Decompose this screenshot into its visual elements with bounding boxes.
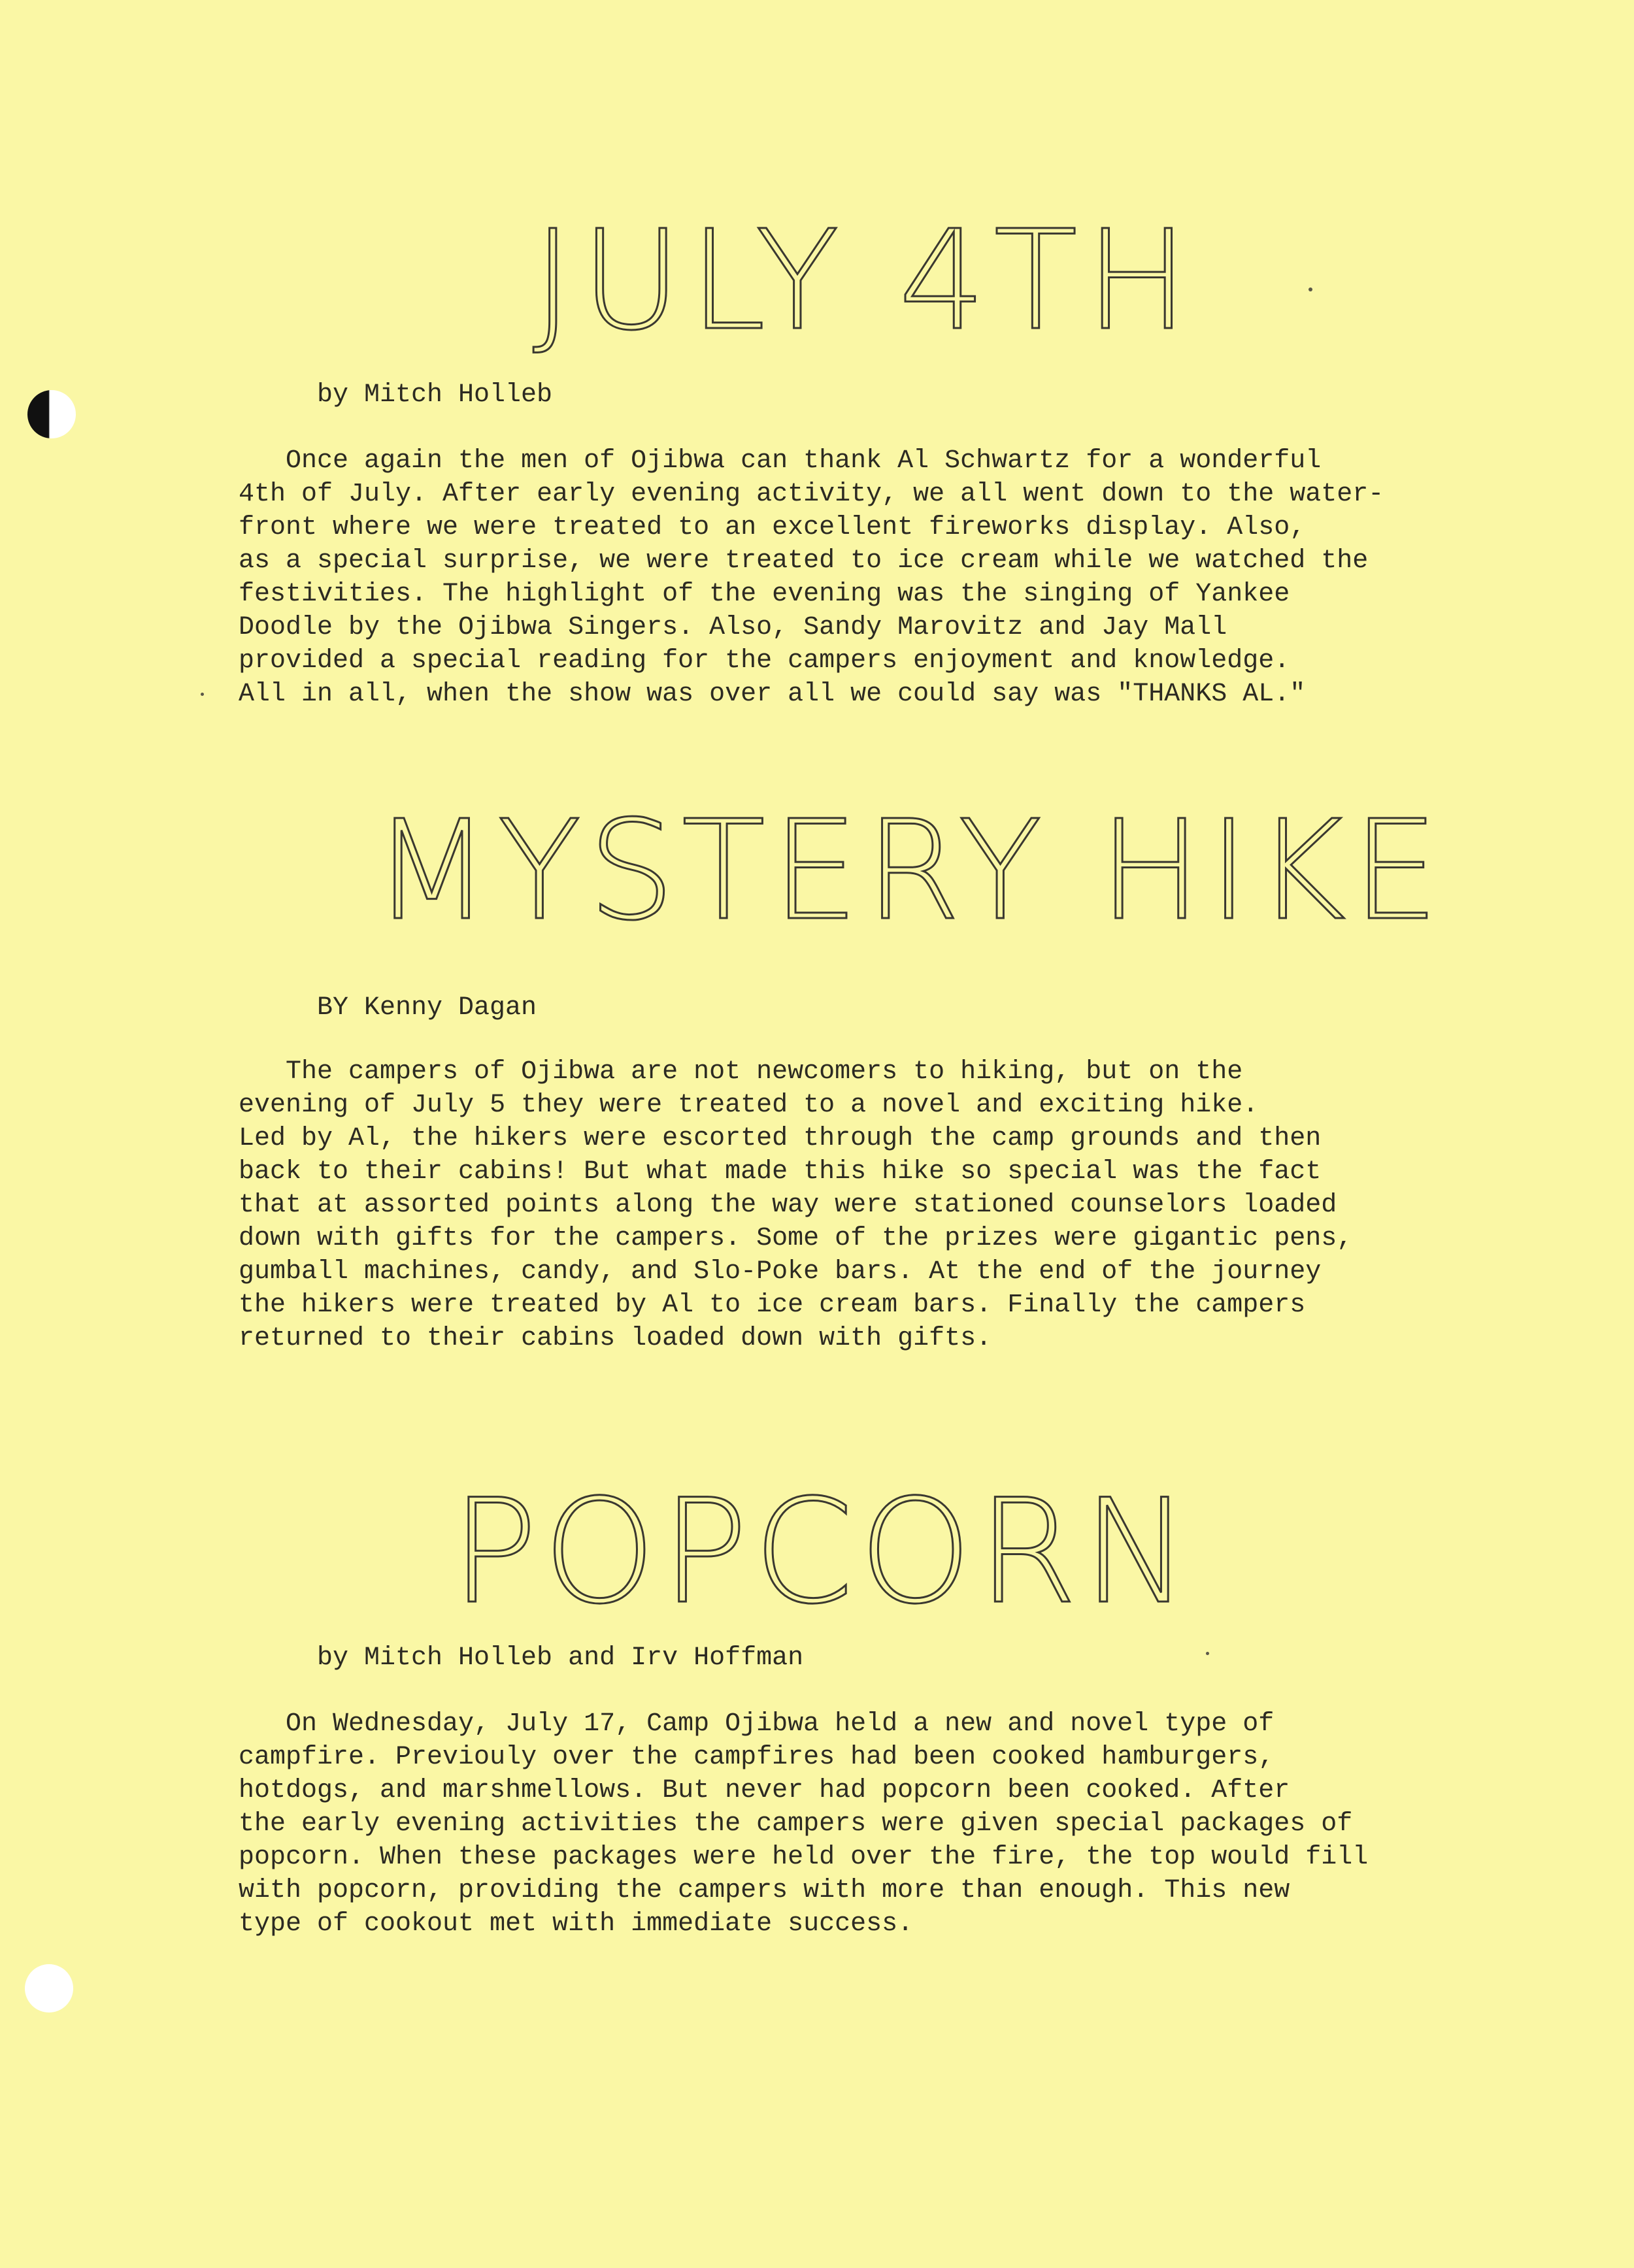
body-line: Led by Al, the hikers were escorted through the camp grounds and then bbox=[239, 1124, 1322, 1153]
article-body-mystery-hike bbox=[239, 1055, 1546, 1355]
article-headline-popcorn: POPCORN bbox=[451, 1468, 1195, 1635]
body-line: The campers of Ojibwa are not newcomers to hiking, but on the bbox=[239, 1057, 1243, 1087]
body-line: campfire. Previouly over the campfires had been cooked hamburgers, bbox=[239, 1743, 1275, 1772]
punch-hole-bottom bbox=[25, 1964, 73, 2013]
body-line: provided a special reading for the campers enjoyment and knowledge. bbox=[239, 646, 1290, 676]
body-line: back to their cabins! But what made this hike so special was the fact bbox=[239, 1157, 1322, 1187]
article-byline-july-4th: by Mitch Holleb bbox=[317, 380, 553, 410]
punch-hole-top bbox=[27, 390, 76, 438]
article-body-popcorn bbox=[239, 1707, 1546, 1941]
body-line: popcorn. When these packages were held over the fire, the top would fill bbox=[239, 1843, 1369, 1872]
body-line: festivities. The highlight of the evening was the singing of Yankee bbox=[239, 580, 1290, 609]
body-line: down with gifts for the campers. Some of the prizes were gigantic pens, bbox=[239, 1224, 1353, 1253]
body-line: On Wednesday, July 17, Camp Ojibwa held a new and novel type of bbox=[239, 1709, 1275, 1739]
body-line: that at assorted points along the way were stationed counselors loaded bbox=[239, 1191, 1337, 1220]
article-byline-popcorn: by Mitch Holleb and Irv Hoffman bbox=[317, 1643, 804, 1673]
stray-mark bbox=[1309, 288, 1312, 291]
body-line: All in all, when the show was over all we could say was "THANKS AL." bbox=[239, 680, 1306, 709]
body-line: as a special surprise, we were treated to ice cream while we watched the bbox=[239, 546, 1369, 576]
body-line: 4th of July. After early evening activity, we all went down to the water- bbox=[239, 480, 1384, 509]
stray-mark bbox=[201, 693, 204, 696]
body-line: Once again the men of Ojibwa can thank Al Schwartz for a wonderful bbox=[239, 446, 1322, 476]
body-line: hotdogs, and marshmellows. But never had popcorn been cooked. After bbox=[239, 1776, 1290, 1805]
body-line: the hikers were treated by Al to ice cream bars. Finally the campers bbox=[239, 1290, 1306, 1320]
article-body-july-4th bbox=[239, 444, 1546, 711]
body-line: type of cookout met with immediate success. bbox=[239, 1909, 914, 1939]
article-headline-mystery-hike: MYSTERY HIKE bbox=[373, 791, 1446, 951]
body-line: evening of July 5 they were treated to a novel and exciting hike. bbox=[239, 1091, 1259, 1120]
body-line: Doodle by the Ojibwa Singers. Also, Sandy Marovitz and Jay Mall bbox=[239, 613, 1227, 642]
article-byline-mystery-hike: BY Kenny Dagan bbox=[317, 993, 537, 1023]
article-headline-july-4th: JULY 4TH bbox=[533, 201, 1197, 361]
body-line: front where we were treated to an excellent fireworks display. Also, bbox=[239, 513, 1306, 542]
body-line: the early evening activities the campers were given special packages of bbox=[239, 1809, 1353, 1839]
body-line: returned to their cabins loaded down with gifts. bbox=[239, 1324, 992, 1353]
stray-mark bbox=[1206, 1652, 1209, 1655]
body-line: with popcorn, providing the campers with more than enough. This new bbox=[239, 1876, 1290, 1905]
body-line: gumball machines, candy, and Slo-Poke bars. At the end of the journey bbox=[239, 1257, 1322, 1287]
